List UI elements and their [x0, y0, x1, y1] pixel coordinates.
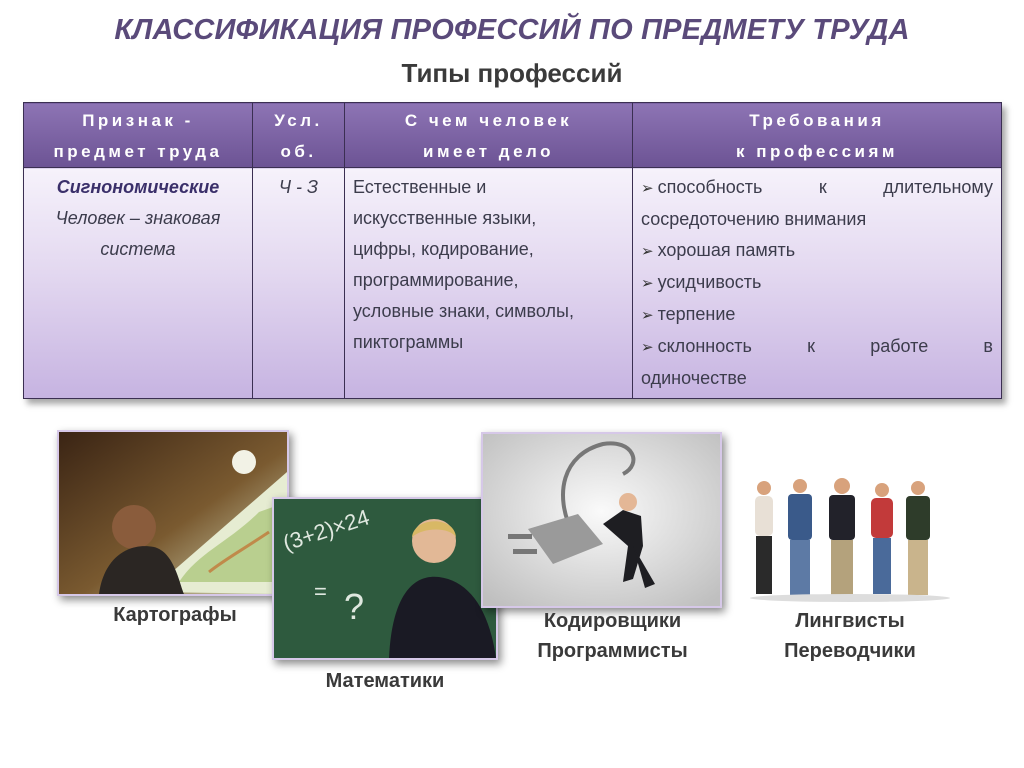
svg-text:=: =	[314, 579, 327, 604]
requirement-text: склонность к работе в	[657, 336, 993, 356]
svg-text:(3+2)×24: (3+2)×24	[279, 504, 373, 556]
photo-linguists-group	[740, 478, 972, 602]
caption-text: Картографы	[113, 604, 237, 626]
requirement-item	[641, 267, 993, 299]
requirements-list	[641, 172, 993, 394]
header-text: С чем человек	[404, 111, 573, 130]
requirement-text: хорошая память	[657, 240, 796, 260]
caption-cartographers	[75, 600, 275, 630]
arrow-bullet-icon: ➢	[641, 275, 654, 292]
requirement-continuation	[641, 363, 993, 394]
header-text: Признак -	[82, 111, 194, 130]
photo-cartographer	[57, 430, 289, 596]
objects-line: цифры, кодирование,	[353, 239, 534, 259]
requirement-item	[641, 299, 993, 331]
type-name: Сигнономические	[56, 177, 220, 197]
caption-mathematicians	[285, 666, 485, 696]
header-text: к профессиям	[735, 142, 898, 161]
header-requirements	[633, 103, 1002, 168]
caption-text: Переводчики	[784, 640, 916, 662]
caption-linguists	[745, 606, 955, 666]
requirement-text: способность к длительному	[657, 177, 993, 197]
caption-text: Кодировщики	[543, 610, 682, 632]
caption-text: Лингвисты	[795, 610, 905, 632]
page-subtitle: Типы профессий	[401, 58, 623, 88]
svg-text:?: ?	[344, 586, 365, 627]
objects-line: пиктограммы	[353, 332, 464, 352]
type-description: система	[100, 239, 176, 259]
objects-line: Естественные и	[353, 177, 487, 197]
header-code	[253, 103, 345, 168]
arrow-bullet-icon: ➢	[641, 180, 654, 197]
requirement-item	[641, 172, 993, 204]
header-text: Усл.	[274, 111, 323, 130]
person-3	[829, 478, 855, 595]
header-text: предмет труда	[53, 142, 223, 161]
page-title: КЛАССИФИКАЦИЯ ПРОФЕССИЙ ПО ПРЕДМЕТУ ТРУДА	[114, 14, 910, 46]
photo-mathematician	[272, 497, 498, 660]
plug-illustration	[483, 434, 720, 606]
math-boy-illustration	[274, 499, 496, 658]
requirement-text: одиночестве	[641, 368, 747, 388]
header-text: Требования	[749, 111, 885, 130]
person-1	[755, 481, 773, 594]
arrow-bullet-icon: ➢	[641, 307, 654, 324]
objects-line: условные знаки, символы,	[353, 301, 574, 321]
caption-coders	[505, 606, 720, 666]
arrow-bullet-icon: ➢	[641, 339, 654, 356]
person-2	[788, 479, 812, 595]
requirement-item	[641, 331, 993, 363]
person-5	[906, 481, 930, 595]
caption-text: Математики	[325, 670, 445, 692]
header-text: имеет дело	[423, 142, 554, 161]
requirement-text: сосредоточению внимания	[641, 209, 867, 229]
group-illustration	[740, 478, 972, 602]
header-feature	[24, 103, 253, 168]
cell-type	[24, 168, 253, 399]
table-row	[24, 168, 1002, 399]
cell-objects	[345, 168, 633, 399]
requirement-item	[641, 235, 993, 267]
cell-requirements	[633, 168, 1002, 399]
requirement-text: терпение	[657, 304, 736, 324]
header-text: об.	[280, 142, 317, 161]
type-description: Человек – знаковая	[55, 208, 221, 228]
person-4	[871, 483, 893, 594]
cell-code: Ч - З	[253, 168, 345, 399]
table-header-row	[24, 103, 1002, 168]
requirement-text: усидчивость	[657, 272, 762, 292]
caption-text: Программисты	[537, 640, 688, 662]
professions-table	[23, 102, 1002, 399]
arrow-bullet-icon: ➢	[641, 243, 654, 260]
photo-coder	[481, 432, 722, 608]
header-objects	[345, 103, 633, 168]
requirement-continuation	[641, 204, 993, 235]
cartographer-illustration	[59, 432, 287, 594]
objects-line: программирование,	[353, 270, 519, 290]
objects-line: искусственные языки,	[353, 208, 537, 228]
